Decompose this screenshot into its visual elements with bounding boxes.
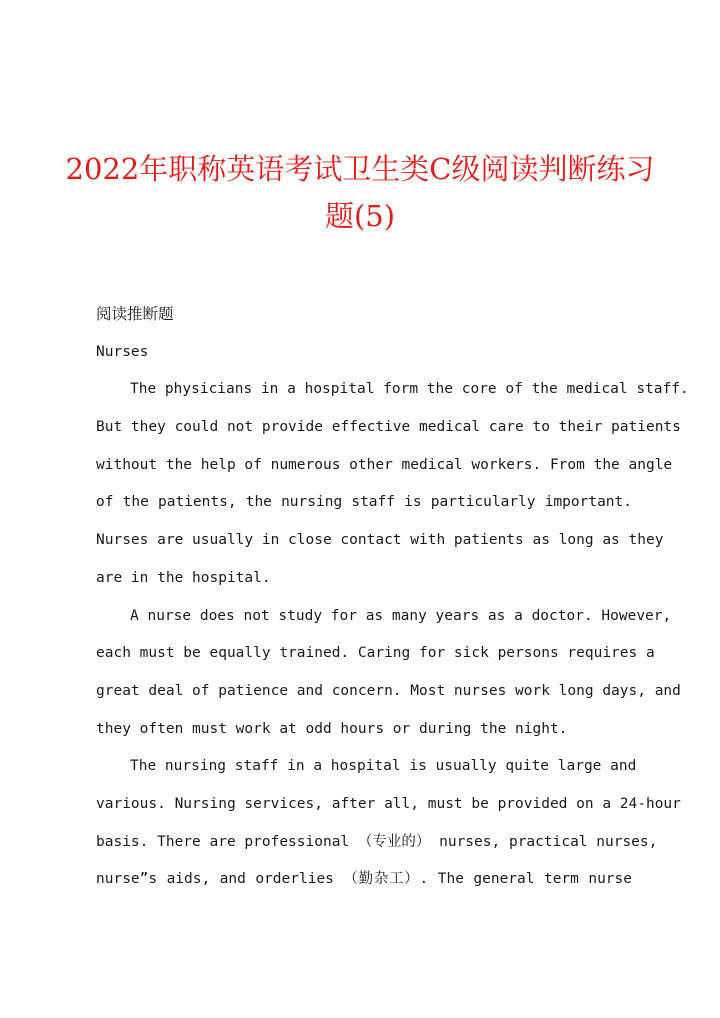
paragraph-line: basis. There are professional （专业的） nurses, practical nurses,: [96, 833, 658, 850]
title-line-1: 2022年职称英语考试卫生类C级阅读判断练习: [65, 152, 655, 186]
document-title: [60, 146, 660, 240]
article-title: Nurses: [96, 343, 149, 360]
paragraph-line: nurse”s aids, and orderlies （勤杂工）. The general term nurse: [96, 871, 632, 888]
paragraph-line: The nursing staff in a hospital is usually quite large and: [130, 758, 637, 775]
paragraph-line: of the patients, the nursing staff is particularly important.: [96, 494, 632, 511]
paragraph-line: each must be equally trained. Caring for sick persons requires a: [96, 645, 655, 662]
paragraph-line: great deal of patience and concern. Most nurses work long days, and: [96, 682, 681, 699]
paragraph-line: A nurse does not study for as many years as a doctor. However,: [130, 607, 672, 624]
section-label: 阅读推断题: [96, 305, 174, 323]
title-line-2: 题(5): [324, 199, 396, 233]
paragraph-line: various. Nursing services, after all, must be provided on a 24-hour: [96, 795, 681, 812]
paragraph-line: they often must work at odd hours or during the night.: [96, 720, 568, 737]
paragraph-line: But they could not provide effective medical care to their patients: [96, 419, 681, 436]
paragraph-2: [96, 598, 681, 749]
paragraph-1: [96, 371, 689, 597]
document-body: [96, 296, 689, 899]
paragraph-line: Nurses are usually in close contact with patients as long as they: [96, 532, 664, 549]
paragraph-line: The physicians in a hospital form the core of the medical staff.: [130, 381, 689, 398]
paragraph-3: [96, 748, 681, 899]
paragraph-line: are in the hospital.: [96, 569, 271, 586]
paragraph-line: without the help of numerous other medical workers. From the angle: [96, 456, 673, 473]
